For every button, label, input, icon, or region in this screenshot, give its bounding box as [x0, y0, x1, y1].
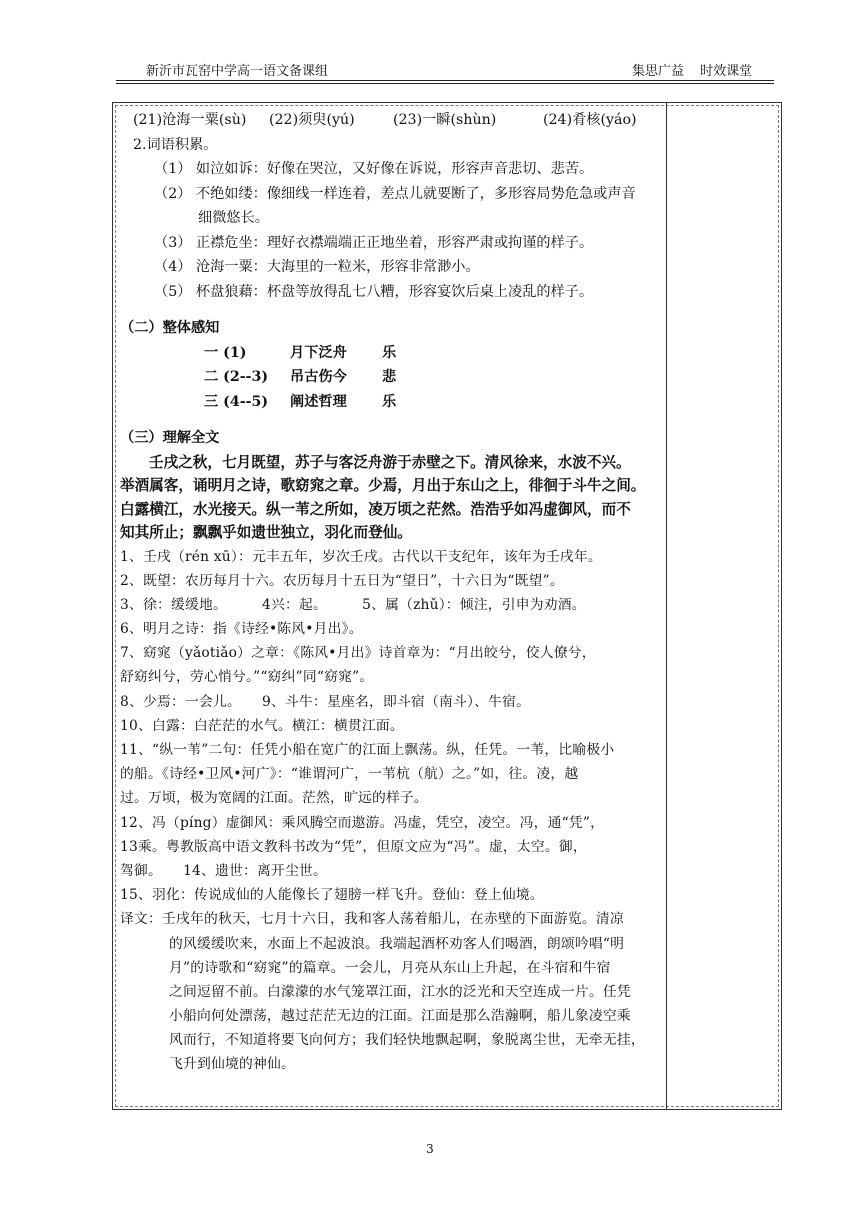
translation — [120, 907, 660, 1076]
structure-topic: 吊古伤今 — [290, 369, 347, 385]
note-line: 13乘。粤教版高中语文教科书改为“凭”，但原文应为“冯”。虚，太空。御， — [120, 838, 587, 855]
structure-topic: 阐述哲理 — [290, 393, 347, 410]
header-rule — [116, 80, 774, 81]
page-header-left: 新沂市瓦窑中学高一语文备课组 — [146, 64, 329, 79]
translation-line: 飞升到仙境的神仙。 — [169, 1056, 295, 1073]
column-divider — [666, 102, 667, 1110]
annotation-notes — [120, 545, 660, 908]
note-line: 15、羽化：传说成仙的人能像长了翅膀一样飞升。登仙：登上仙境。 — [120, 887, 544, 904]
translation-label: 译文： — [120, 911, 162, 928]
vocab-heading: 2.词语积累。 — [133, 136, 218, 153]
main-content — [120, 108, 660, 1077]
vocab-item: (24)肴核(yáo) — [543, 112, 637, 128]
structure-row — [120, 365, 660, 390]
note-line: 过。万顷，极为宽阔的江面。茫然，旷远的样子。 — [120, 790, 428, 807]
header-rule-secondary — [116, 83, 774, 84]
structure-topic: 月下泛舟 — [290, 344, 347, 361]
translation-line: 风而行，不知道将要飞向何方；我们轻快地飘起啊，象脱离尘世，无牵无挂， — [169, 1032, 645, 1049]
translation-line: 小船向何处漂荡，越过茫茫无边的江面。江面是那么浩瀚啊，船儿象凌空乘 — [169, 1008, 631, 1025]
vocab-item: (21)沧海一粟(sù) — [133, 112, 247, 128]
vocab-entry: （2） 不绝如缕：像细线一样连着，差点儿就要断了，多形容局势危急或声音 — [154, 185, 636, 202]
vocab-entry: （5） 杯盘狼藉：杯盘等放得乱七八糟，形容宴饮后桌上凌乱的样子。 — [154, 283, 594, 300]
note-line: 12、冯（píng）虚御风：乘风腾空而遨游。冯虚，凭空，凌空。冯，通“凭”， — [120, 814, 605, 831]
spacer — [120, 414, 660, 426]
note-line: 1、壬戌（rén xū）：元丰五年，岁次壬戌。古代以干支纪年，该年为壬戌年。 — [120, 548, 602, 565]
translation-text: 壬戌年的秋天，七月十六日，我和客人荡着船儿，在赤壁的下面游览。清凉 — [162, 911, 624, 928]
vocab-item: (22)须臾(yú) — [269, 112, 355, 128]
structure-row — [120, 390, 660, 415]
original-line: 知其所止；飘飘乎如遗世独立，羽化而登仙。 — [120, 524, 412, 541]
translation-line: 月”的诗歌和“窈窕”的篇章。一会儿，月亮从东山上升起，在斗宿和牛宿 — [169, 959, 611, 976]
vocab-pronunciation-line — [120, 108, 660, 133]
original-text — [120, 451, 660, 545]
vocab-item: (23)一瞬(shùn) — [393, 112, 497, 128]
vocab-entry-continuation: 细微悠长。 — [198, 210, 269, 226]
page-header-right: 集思广益 时效课堂 — [632, 64, 753, 79]
translation-line: 之间逗留不前。白濛濛的水气笼罩江面，江水的泛光和天空连成一片。任凭 — [169, 983, 631, 1000]
spacer — [120, 304, 660, 316]
structure-mood: 悲 — [382, 369, 397, 385]
vocab-entry: （3） 正襟危坐：理好衣襟端端正正地坐着，形容严肃或拘谨的样子。 — [154, 234, 594, 251]
original-line: 壬戌之秋，七月既望，苏子与客泛舟游于赤壁之下。清风徐来，水波不兴。 — [149, 453, 631, 471]
note-line: 舒窈纠兮，劳心悄兮。”“窈纠”同“窈窕”。 — [120, 669, 374, 686]
structure-part: 一 (1) — [204, 344, 247, 361]
structure-mood: 乐 — [382, 344, 397, 361]
note-line: 7、窈窕（yǎotiǎo）之章：《陈风•月出》诗首章为：“月出皎兮，佼人僚兮， — [120, 645, 596, 662]
page-number: 3 — [426, 1142, 434, 1156]
structure-mood: 乐 — [382, 393, 397, 410]
note-line: 驾御。 14、遗世：离开尘世。 — [120, 862, 328, 879]
section-title-full-text: （三）理解全文 — [120, 430, 220, 446]
note-line: 的船。《诗经•卫风•河广》：“谁谓河广，一苇杭（航）之。”如，往。凌，越 — [120, 766, 579, 783]
structure-row — [120, 341, 660, 366]
original-line: 白露横江，水光接天。纵一苇之所如，凌万顷之茫然。浩浩乎如冯虚御风，而不 — [120, 500, 631, 518]
translation-line: 的风缓缓吹来，水面上不起波浪。我端起酒杯劝客人们喝酒，朗颂吟唱“明 — [169, 935, 625, 952]
structure-part: 二 (2--3) — [204, 369, 269, 385]
section-title-overview: （二）整体感知 — [120, 320, 220, 336]
note-line: 11、“纵一苇”二句：任凭小船在宽广的江面上飘荡。纵，任凭。一苇，比喻极小 — [120, 742, 615, 758]
note-line: 10、白露：白茫茫的水气。横江：横贯江面。 — [120, 717, 404, 734]
note-line: 6、明月之诗：指《诗经•陈风•月出》。 — [120, 621, 363, 638]
note-line: 8、少焉：一会儿。 9、斗牛：星座名，即斗宿（南斗）、牛宿。 — [120, 693, 531, 710]
note-line: 3、徐：缓缓地。 4兴：起。 5、属（zhǔ）：倾注，引申为劝酒。 — [120, 596, 586, 613]
note-line: 2、既望：农历每月十六。农历每月十五日为“望日”，十六日为“既望”。 — [120, 572, 564, 589]
vocab-entry: （4） 沧海一粟：大海里的一粒米，形容非常渺小。 — [154, 259, 480, 275]
vocab-entry: （1） 如泣如诉：好像在哭泣，又好像在诉说，形容声音悲切、悲苦。 — [154, 161, 594, 177]
translation-line — [120, 907, 660, 931]
original-line: 举酒属客，诵明月之诗，歌窈窕之章。少焉，月出于东山之上，徘徊于斗牛之间。 — [120, 477, 646, 494]
structure-part: 三 (4--5) — [204, 393, 269, 410]
